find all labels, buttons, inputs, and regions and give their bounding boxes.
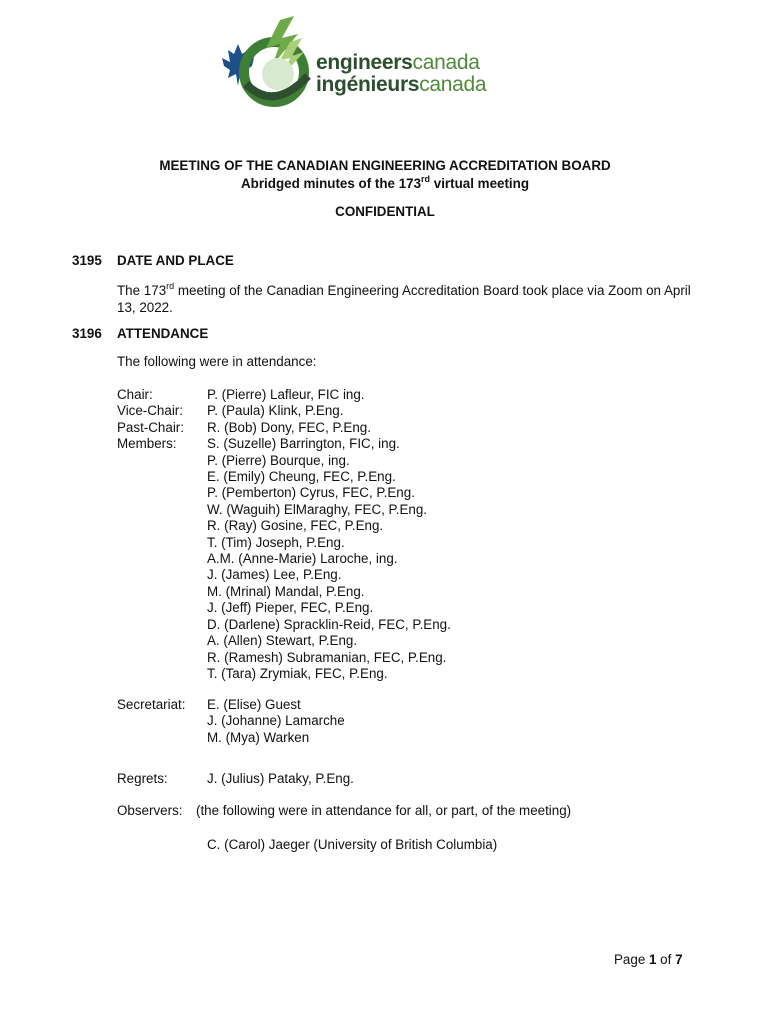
list-item: J. (Johanne) Lamarche xyxy=(207,713,345,729)
list-item: P. (Pemberton) Cyrus, FEC, P.Eng. xyxy=(207,485,415,501)
section-title-attendance: ATTENDANCE xyxy=(117,326,209,341)
list-item: T. (Tara) Zrymiak, FEC, P.Eng. xyxy=(207,665,388,681)
section-number-3195: 3195 xyxy=(72,253,102,268)
page-current: 1 xyxy=(649,952,657,967)
list-item: P. (Paula) Klink, P.Eng. xyxy=(207,403,344,419)
role-labels xyxy=(117,387,184,453)
list-item: R. (Bob) Dony, FEC, P.Eng. xyxy=(207,419,371,435)
page-prefix: Page xyxy=(614,952,649,967)
list-item: M. (Mya) Warken xyxy=(207,729,310,745)
section-number-3196: 3196 xyxy=(72,326,102,341)
logo-line1-bold: engineers xyxy=(316,51,413,74)
list-item: M. (Mrinal) Mandal, P.Eng. xyxy=(207,583,365,599)
list-item: W. (Waguih) ElMaraghy, FEC, P.Eng. xyxy=(207,501,428,517)
list-item: E. (Elise) Guest xyxy=(207,697,301,712)
secretariat-list xyxy=(207,697,345,746)
regrets-label: Regrets: xyxy=(117,771,168,786)
list-item: A. (Allen) Stewart, P.Eng. xyxy=(207,633,358,649)
list-item: S. (Suzelle) Barrington, FIC, ing. xyxy=(207,436,400,452)
observers-list xyxy=(207,837,497,853)
page-of: of xyxy=(656,952,676,967)
page-total: 7 xyxy=(675,952,683,967)
list-item: R. (Ramesh) Subramanian, FEC, P.Eng. xyxy=(207,649,447,665)
member-list xyxy=(207,387,451,682)
list-item: R. (Ray) Gosine, FEC, P.Eng. xyxy=(207,518,384,534)
list-item: A.M. (Anne-Marie) Laroche, ing. xyxy=(207,551,398,567)
list-item: E. (Emily) Cheung, FEC, P.Eng. xyxy=(207,469,396,485)
document-subtitle xyxy=(0,173,770,191)
body-post: meeting of the Canadian Engineering Accreditation Board took place via Zoom on April 13, 2022. xyxy=(117,283,691,315)
observers-label: Observers: xyxy=(117,803,183,818)
logo-line2-bold: ingénieurs xyxy=(316,73,420,96)
observers-note: (the following were in attendance for all, or part, of the meeting) xyxy=(196,803,572,818)
list-item: C. (Carol) Jaeger (University of British Columbia) xyxy=(207,837,498,852)
subtitle-pre: Abridged minutes of the 173 xyxy=(240,176,422,191)
body-pre: The 173 xyxy=(117,283,167,298)
confidential-label: CONFIDENTIAL xyxy=(335,204,435,219)
subtitle-post: virtual meeting xyxy=(430,176,530,191)
list-item: T. (Tim) Joseph, P.Eng. xyxy=(207,534,345,550)
role-members: Members: xyxy=(117,436,177,452)
regrets-name: J. (Julius) Pataky, P.Eng. xyxy=(207,771,354,786)
role-past-chair: Past-Chair: xyxy=(117,419,184,435)
attendance-intro: The following were in attendance: xyxy=(117,354,317,369)
list-item: J. (James) Lee, P.Eng. xyxy=(207,567,342,583)
list-item: P. (Pierre) Lafleur, FIC ing. xyxy=(207,387,365,402)
page-number xyxy=(614,952,683,967)
maple-leaf-swoosh-logo-icon xyxy=(216,14,326,114)
list-item: J. (Jeff) Pieper, FEC, P.Eng. xyxy=(207,600,374,616)
secretariat-label: Secretariat: xyxy=(117,697,186,712)
list-item: D. (Darlene) Spracklin-Reid, FEC, P.Eng. xyxy=(207,616,451,632)
document-title: MEETING OF THE CANADIAN ENGINEERING ACCREDITATION BOARD xyxy=(159,158,611,173)
role-chair: Chair: xyxy=(117,387,153,402)
body-sup: rd xyxy=(166,280,175,291)
subtitle-sup: rd xyxy=(421,173,431,184)
logo-line1-light: canada xyxy=(412,51,480,74)
engineers-canada-logo xyxy=(216,14,506,114)
list-item: P. (Pierre) Bourque, ing. xyxy=(207,452,350,468)
section-body-date-place xyxy=(117,282,707,316)
section-title-date-place: DATE AND PLACE xyxy=(117,253,234,268)
role-vice-chair: Vice-Chair: xyxy=(117,403,183,419)
logo-line2-light: canada xyxy=(419,73,487,96)
